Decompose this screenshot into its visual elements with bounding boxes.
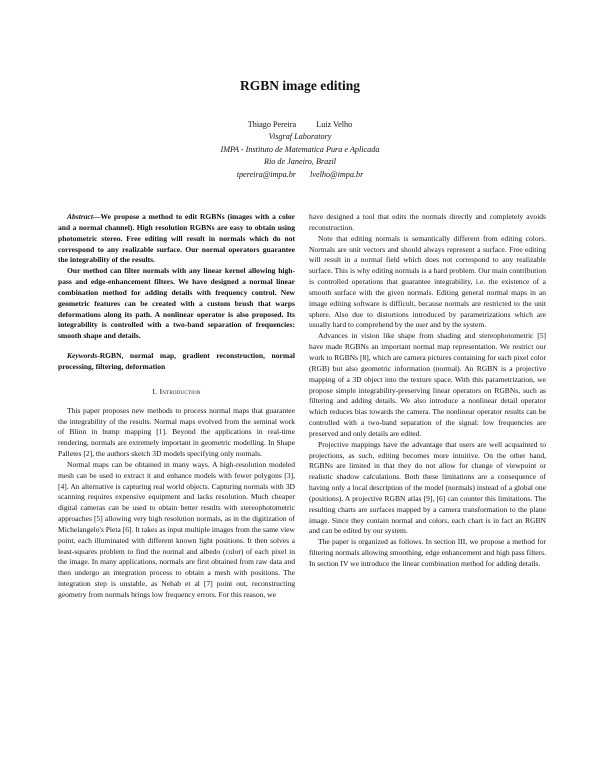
body-paragraph: Advances in vision like shape from shading and stereophotometric [5] have made RGBNs an important normal map representation. We restrict our work to RGBNs [8], which are camera pictures containing for each pixel color (RGB) but also geometric information (normal). An RGBN is a projective mapping of a 3D object into the texture space. With this parametrization, we propose simple integrability-preserving linear operators on RGBNs, such as filtering and adding details. We also introduce a nonlinear detail operator which reduces bias towards the camera. The nonlinear operator results can be controlled with a two-band separation of the signal: low frequencies are preserved and only details are edited. xyxy=(309,331,547,438)
author-block xyxy=(0,119,600,181)
abstract-paragraph: —We propose a method to edit RGBNs (images with a color and a normal channel). High resolution RGBNs are easy to obtain using photometric stereo. Free editing will result in normals which do not correspond to any realizable surface. Our normal operators guarantee the integrability of the results. xyxy=(58,212,295,265)
section-heading xyxy=(58,387,295,398)
paper-title: RGBN image editing xyxy=(240,78,360,93)
author-emails xyxy=(0,169,600,181)
author-location: Rio de Janeiro, Brazil xyxy=(263,157,336,167)
section-title: Introduction xyxy=(159,386,201,396)
author-email: tpereira@impa.br xyxy=(236,169,296,179)
body-paragraph: Normal maps can be obtained in many ways. A high-resolution modeled mesh can be used to extract it and enhance models with fewer polygons [3], [4]. An alternative is capturing real world objects. Capturing normals with 3D scanning requires expensive equipment and lacks resolution. Much cheaper digital cameras can be used to obtain better results with stereophotometric approaches [5] allowing very high resolution normals, as in the digitization of Michelangelo's Pieta [6]. It takes as input multiple images from the same view point, each illuminated with different known light positions. It then solves a least-squares problem to find the normal and albedo (color) of each pixel in the image. In many applications, normals are first obtained from raw data and then undergo an integration process to obtain a mesh with positions. The integration step is unstable, as Nehab et al [7] point out, reconstructing geometry from normals brings low frequency errors. For this reason, we xyxy=(58,459,295,599)
abstract-paragraph: Our method can filter normals with any linear kernel allowing high-pass and edge-enhancement filters. We have designed a normal linear combination method for adding details with frequency control. New geometric features can be created with a custom brush that warps deformations along its path. A nonlinear operator is also proposed. Its integrability is controlled with a two-band separation of frequencies: smooth shape and details. xyxy=(58,266,295,341)
abstract-label: Abstract xyxy=(67,212,93,221)
author-name: Luiz Velho xyxy=(316,120,353,129)
body-paragraph: have designed a tool that edits the normals directly and completely avoids reconstruction. xyxy=(309,212,546,232)
section-number: I. xyxy=(152,386,158,396)
keywords-text: -RGBN, normal map, gradient reconstruction, normal processing, filtering, deformation xyxy=(58,351,295,371)
keywords xyxy=(58,351,295,373)
keywords-label: Keywords xyxy=(67,351,98,361)
right-column xyxy=(309,212,546,570)
body-paragraph: This paper proposes new methods to process normal maps that guarantee the integrability of the results. Normal maps evolved from the seminal work of Blinn in bump mapping [1]. Beyond the applications in real-time rendering, normals are extremely important in geometric modelling. In Shape Palletes [2], the authors sketch 3D models specifying only normals. xyxy=(58,405,295,459)
body-paragraph: The paper is organized as follows. In section III, we propose a method for filtering normals allowing smoothing, edge enhancement and high pass filters. In section IV we introduce the linear combination method for adding details. xyxy=(309,537,546,568)
body-paragraph: Projective mappings have the advantage that users are well acquainted to projections, as such, editing becomes more intuitive. On the other hand, RGBNs are limited in that they do not allow for change of viewpoint or realistic shadow calculations. Both these limitations are a consequence of having only a local description of the model (normals) instead of a global one (positions). A projective RGBN atlas [9], [6] can counter this limitations. The resulting charts are surfaces mapped by a camera transformation to the plane image. Since they contain normal and colors, each chart is in fact an RGBN and can be edited by our system. xyxy=(309,439,546,536)
author-lab: Visgraf Laboratory xyxy=(268,132,332,142)
author-email: lvelho@impa.br xyxy=(310,169,364,179)
abstract xyxy=(58,212,295,342)
body-paragraph: Note that editing normals is semantically different from editing colors. Normals are unit vectors and should always represent a surface. Free editing will result in a normal field which does not correspond to any realizable surface. This is why editing normals is a hard problem. Our main contribution is controlled operations that guarantee integrability, i.e. the existence of a smooth surface with the given normals. Editing general normal maps in an image editing software is difficult, because normals are restricted to the unit sphere. Also due to distortions introduced by parametrizations which are usually hard to comprehend by the user and by the system. xyxy=(309,233,546,330)
author-names xyxy=(0,119,600,131)
left-column xyxy=(58,212,295,601)
author-name: Thiago Pereira xyxy=(247,120,297,129)
author-institute: IMPA - Instituto de Matematica Pura e Aplicada xyxy=(220,144,380,154)
